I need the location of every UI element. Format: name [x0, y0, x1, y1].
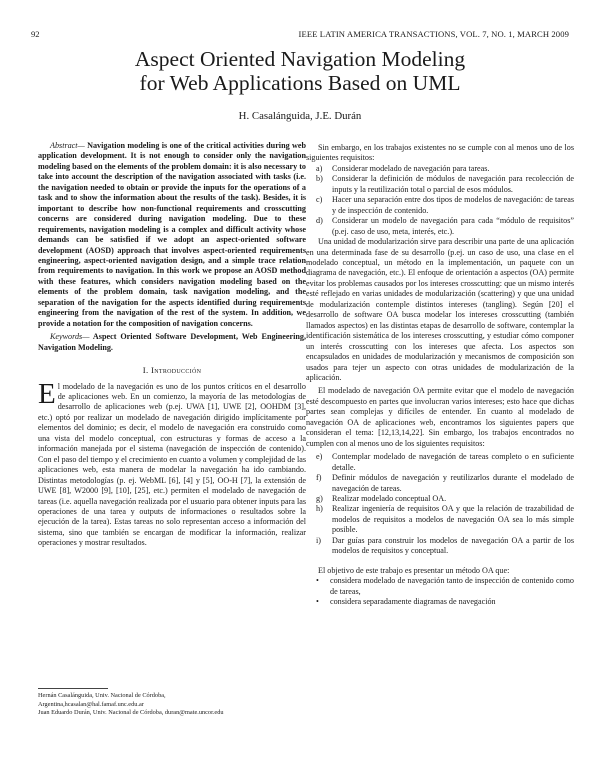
section-heading-introduction: I. Introducción — [142, 365, 202, 376]
list-item — [306, 504, 574, 535]
list-item-text: Realizar modelado conceptual OA. — [332, 493, 447, 503]
list-item — [306, 536, 574, 557]
list-item — [306, 216, 574, 237]
list-item — [306, 473, 574, 494]
bullet-marker: • — [316, 576, 319, 586]
keywords — [38, 332, 306, 353]
list-item-text: Considerar la definición de módulos de navegación para recolección de inputs y la reutilización total o parcial de esos módulos. — [332, 174, 574, 194]
left-column — [38, 141, 306, 549]
list-item-text: Dar guías para construir los modelos de navegación OA a partir de los modelos de requisitos y conceptual. — [332, 535, 574, 556]
title-line-2: for Web Applications Based on UML — [139, 71, 461, 95]
list-marker: d) — [316, 216, 323, 226]
list-item — [306, 576, 574, 597]
list-item-text: considera modelado de navegación tanto de inspección de contenido como de tareas, — [330, 576, 574, 596]
requirements-intro-paragraph: Sin embargo, en los trabajos existentes no se cumple con al menos uno de los siguientes requisitos: — [306, 143, 574, 163]
list-item — [306, 597, 574, 607]
list-item-text: Considerar modelado de navegación para tareas. — [332, 163, 490, 173]
list-item-text: Hacer una separación entre dos tipos de modelos de navegación: de tareas y de inspección de contenido. — [332, 195, 574, 215]
list-item-text: considera separadamente diagramas de navegación — [330, 597, 496, 607]
list-item — [306, 452, 574, 473]
list-item-text: Realizar ingeniería de requisitos OA y que la relación de trazabilidad de modelos de requisitos a modelos de navegación OA sea lo más simple posible. — [332, 504, 574, 535]
keywords-text: Aspect Oriented Software Development, Web Engineering, Navigation Modeling. — [38, 332, 306, 352]
abstract-lead: Abstract— — [50, 141, 85, 150]
title-line-1: Aspect Oriented Navigation Modeling — [134, 47, 466, 71]
list-marker: c) — [316, 195, 323, 205]
page-number: 92 — [31, 29, 40, 39]
list-marker: g) — [316, 493, 323, 503]
intro-text: l modelado de la navegación es uno de los puntos críticos en el desarrollo de aplicaciones web. En un comienzo, la mayoría de las metodologías de desarrollo de aplicaciones web (p.ej. UWA [1], UWE [2], OOHDM [3], etc.) optó por realizar un modelado de navegación dirigido implícitamente por elementos del dominio; es decir, el modelo de navegación era construido como una vista del modelo conceptual, con estructuras y formas de acceso a la información manejada por el sistema (navegación de inspección de contenido). Con el paso del tiempo y el crecimiento en cuanto a volumen y complejidad de las aplicaciones web, esta manera de modelar la navegación ha ido cambiando. Distintas metodologías (p. ej. WebML [6], [4] y [5], OO-H [7], la extensión de UWE [8], W2000 [9], [10], [25], etc.) permiten el modelado de navegación de tareas (i.e. aquella navegación realizada por el usuario para obtener inputs para las operaciones de una tarea y outputs de informaciones o resultados sobre la ejecución de la tarea). Estas tareas no solo representan acceso a información del sistema, sino que también se encargan de modificar la información, realizar operaciones y mostrar resultados. — [38, 381, 306, 548]
footnote-line: Argentina,hcasalan@hal.famaf.unc.edu.ar — [38, 700, 144, 708]
modularization-paragraph: Una unidad de modularización sirve para describir una parte de una aplicación en una determinada fase de su desarrollo (p.ej. un caso de uso, una clase en el modelado conceptual, un método en la implementación, un paquete con un diagrama de navegación, etc.). El enfoque de orientación a aspectos (OA) permite evitar los problemas causados por los intereses crosscutting: que un mismo interés esté reflejado en varias unidades de modularización (scattering) y que una unidad de modularización contemple distintos intereses (tangling). Según [20] el desarrollo de software OA busca modelar los intereses crosscutting (también llamados aspectos) en las distintas etapas de desarrollo de software, contemplar la identificación sistemática de los intereses crosscutting, y estudiar cómo componer un interés crosscutting con los intereses que afecta. Los aspectos son encapsulados en unidades de modularización y mecanismos de composición son usados para tejer un aspecto con otras unidades de modularización de la aplicación. — [306, 237, 574, 382]
intro-paragraph — [38, 377, 306, 549]
missing-requirements-list — [306, 452, 574, 557]
footnote-line: Juan Eduardo Durán, Univ. Nacional de Córdoba, duran@mate.uncor.edu — [38, 709, 224, 717]
running-head: IEEE LATIN AMERICA TRANSACTIONS, VOL. 7, NO. 1, MARCH 2009 — [298, 29, 569, 39]
list-marker: a) — [316, 163, 323, 173]
keywords-lead: Keywords— — [50, 332, 90, 342]
list-item — [306, 174, 574, 195]
list-item — [306, 195, 574, 216]
footnote-line: Hernán Casalánguida, Univ. Nacional de Córdoba, — [38, 692, 166, 699]
bullet-marker: • — [316, 597, 319, 607]
objective-paragraph: El objetivo de este trabajo es presentar un método OA que: — [318, 565, 510, 575]
list-item-text: Contemplar modelado de navegación de tareas completo o en suficiente detalle. — [332, 452, 574, 472]
list-item-text: Definir módulos de navegación y reutilizarlos durante el modelado de navegación de tareas. — [332, 473, 574, 493]
abstract — [38, 141, 306, 329]
footnotes — [38, 692, 306, 718]
aspect-navigation-paragraph: El modelado de navegación OA permite evitar que el modelo de navegación esté descompuesto en partes que involucran varios intereses; esto hace que dichas partes sean complejas y difíciles de entender. En cuanto al modelado de navegación OA de aplicaciones web, encontramos los siguientes papers que consideran el tema: [12,13,14,22]. Sin embargo, los trabajos encontrados no cumplen con al menos uno de los siguientes requisitos: — [306, 386, 574, 448]
list-marker: f) — [316, 473, 322, 483]
right-column — [306, 143, 574, 607]
abstract-text: Navigation modeling is one of the critical activities during web application development. It is not enough to consider only the navigation modeling based on the elements of the problem domain: it is also necessary to take into account the description of the navigation associated with tasks (i.e. the navigation needed to obtain or provide the inputs for the operations of a task and to show the information about the results of the task). Besides, it is important to describe how non-functional requirements and crosscutting concerns are considered during navigation modeling. Due to these requirements, navigation modeling is a complex and difficult activity whose demands can be satisfied if we adopt an aspect-oriented software development (AOSD) approach that involves aspect-oriented requirements engineering, aspect-oriented navigation design, and a simple trace relation from requirements to navigation. In this work we propose an AOSD method with these features, which considers navigation modeling based on the elements of the problem domain, task navigation modeling, and the separation of the navigation for the aspects identified during requirements engineering from the navigation of the rest of the system. In addition, we provide a notation for the composition of navigation concerns. — [38, 141, 306, 328]
list-item — [306, 164, 574, 174]
list-marker: e) — [316, 452, 323, 462]
objective-bullets — [306, 576, 574, 607]
list-marker: b) — [316, 174, 323, 184]
authors: H. Casalánguida, J.E. Durán — [238, 110, 362, 122]
drop-cap: E — [38, 377, 56, 410]
list-marker: h) — [316, 504, 323, 514]
paper-title — [0, 47, 600, 95]
list-item — [306, 494, 574, 504]
list-item-text: Considerar un modelo de navegación para cada “módulo de requisitos” (p.ej. caso de uso, meta, interés, etc.). — [332, 216, 574, 236]
footnote-rule — [38, 688, 108, 689]
list-marker: i) — [316, 535, 321, 545]
requirements-list — [306, 164, 574, 237]
